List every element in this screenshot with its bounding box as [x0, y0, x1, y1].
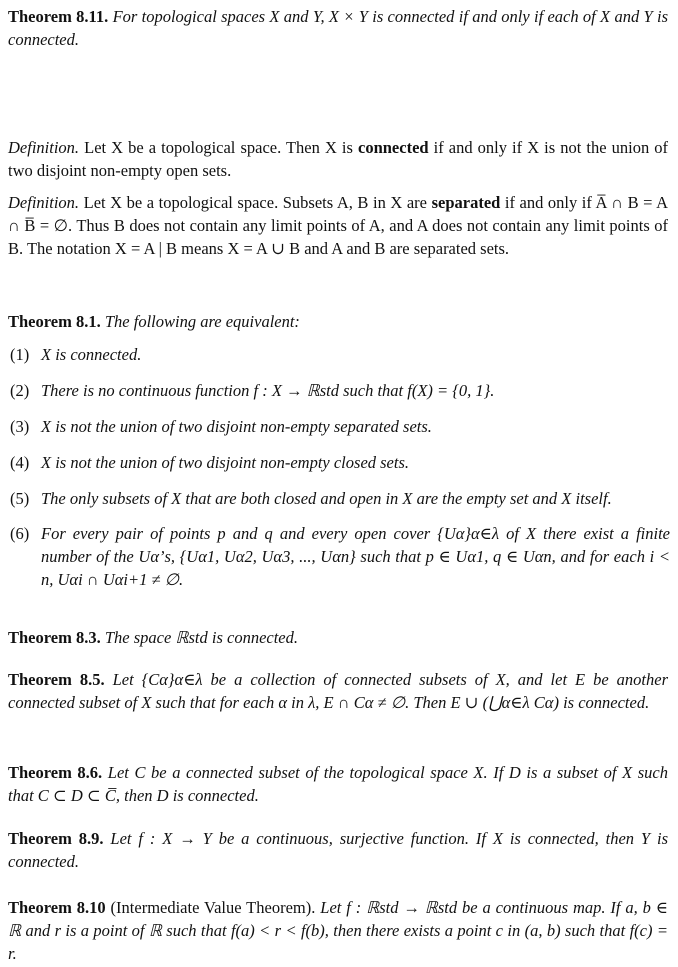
- definition-connected-pre: Let X be a topological space. Then X is: [84, 138, 353, 157]
- theorem-8-3-paragraph: [8, 626, 668, 649]
- theorem-8-10-heading: Theorem 8.10: [8, 898, 106, 917]
- theorem-8-3: [8, 626, 668, 649]
- list-item-number: (1): [10, 345, 30, 364]
- list-item-number: (2): [10, 381, 30, 400]
- theorem-8-1-statement: The following are equivalent:: [104, 312, 300, 331]
- theorem-8-3-heading: Theorem 8.3.: [8, 628, 101, 647]
- definition-separated-term: separated: [431, 193, 501, 212]
- theorem-8-9: [8, 827, 668, 873]
- list-item-number: (3): [10, 417, 30, 436]
- definition-separated-pre: Let X be a topological space. Subsets A, B in X are: [83, 193, 428, 212]
- theorem-8-6: [8, 761, 668, 807]
- definition-separated-paragraph: [8, 191, 668, 260]
- theorem-8-5-heading: Theorem 8.5.: [8, 670, 105, 689]
- theorem-8-6-statement: Let C be a connected subset of the topological space X. If D is a subset of X such that C ⊂ D ⊂ C̅, then D is connected.: [8, 763, 668, 805]
- list-item: [10, 343, 670, 366]
- list-item: [10, 451, 670, 474]
- definition-connected: [8, 136, 668, 182]
- theorem-8-1: [8, 310, 668, 333]
- list-item-text: X is not the union of two disjoint non-empty separated sets.: [41, 417, 432, 436]
- theorem-8-9-statement: Let f : X → Y be a continuous, surjective function. If X is connected, then Y is connected.: [8, 829, 668, 871]
- list-item-text: X is connected.: [41, 345, 142, 364]
- theorem-8-5-paragraph: [8, 668, 668, 714]
- list-item-number: (5): [10, 489, 30, 508]
- definition-connected-post: if and only if X is not the union of two disjoint non-empty open sets.: [8, 138, 669, 180]
- theorem-8-6-heading: Theorem 8.6.: [8, 763, 103, 782]
- list-item: [10, 379, 670, 402]
- theorem-8-9-paragraph: [8, 827, 668, 873]
- definition-connected-label: Definition.: [8, 138, 80, 157]
- definition-connected-term: connected: [358, 138, 429, 157]
- list-item: [10, 522, 670, 591]
- theorem-8-1-heading: Theorem 8.1.: [8, 312, 101, 331]
- theorem-8-10-paragraph: [8, 896, 668, 965]
- theorem-8-11-statement: For topological spaces X and Y, X × Y is connected if and only if each of X and Y is connected.: [8, 7, 668, 49]
- theorem-8-5: [8, 668, 668, 714]
- theorem-8-10: [8, 896, 668, 965]
- list-item-text: For every pair of points p and q and every open cover {Uα}α∈λ of X there exist a finite number of the Uα’s, {Uα1, Uα2, Uα3, ..., Uαn} such that p ∈ Uα1, q ∈ Uαn, and for each i < n, Uαi ∩ Uαi+1 ≠ ∅.: [41, 524, 670, 589]
- theorem-8-6-paragraph: [8, 761, 668, 807]
- list-item: [10, 415, 670, 438]
- theorem-8-10-statement: Let f : ℝstd → ℝstd be a continuous map. If a, b ∈ ℝ and r is a point of ℝ such that f(a) < r < f(b), then there exists a point c in (a, b) such that f(c) = r.: [8, 898, 669, 963]
- theorem-8-9-heading: Theorem 8.9.: [8, 829, 104, 848]
- list-item-number: (6): [10, 524, 30, 543]
- theorem-8-3-statement: The space ℝstd is connected.: [104, 628, 299, 647]
- theorem-8-11-heading: Theorem 8.11.: [8, 7, 109, 26]
- theorem-8-5-statement: Let {Cα}α∈λ be a collection of connected subsets of X, and let E be another connected subset of X such that for each α in λ, E ∩ Cα ≠ ∅. Then E ∪ (⋃α∈λ Cα) is connected.: [8, 670, 668, 712]
- theorem-8-10-note: (Intermediate Value Theorem).: [110, 898, 316, 917]
- list-item-text: There is no continuous function f : X → ℝstd such that f(X) = {0, 1}.: [41, 381, 495, 400]
- definition-connected-paragraph: [8, 136, 668, 182]
- list-item: [10, 487, 670, 510]
- list-item-text: The only subsets of X that are both closed and open in X are the empty set and X itself.: [41, 489, 612, 508]
- theorem-8-11-paragraph: [8, 5, 668, 51]
- list-item-number: (4): [10, 453, 30, 472]
- definition-separated-post: if and only if A̅ ∩ B = A ∩ B̅ = ∅. Thus B does not contain any limit points of A, and A does not contain any limit points of B. The notation X = A | B means X = A ∪ B and A and B are separated sets.: [8, 193, 668, 258]
- list-item-text: X is not the union of two disjoint non-empty closed sets.: [41, 453, 410, 472]
- theorem-8-11: [8, 5, 668, 51]
- definition-separated: [8, 191, 668, 260]
- theorem-8-1-paragraph: [8, 310, 668, 333]
- definition-separated-label: Definition.: [8, 193, 80, 212]
